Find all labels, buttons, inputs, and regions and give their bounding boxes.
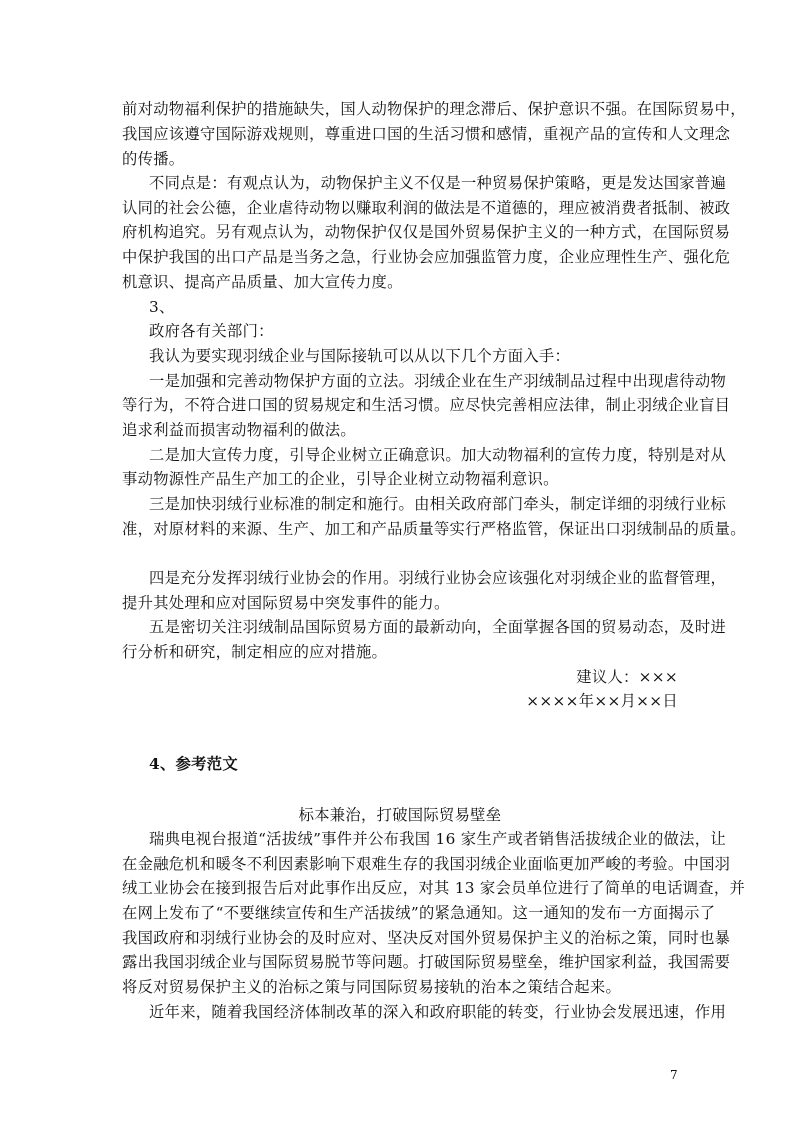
text-line: 在金融危机和暖冬不利因素影响下艰难生存的我国羽绒企业面临更加严峻的考验。中国羽 xyxy=(122,855,731,873)
text-line: 在网上发布了“不要继续宣传和生产活拔绒”的紧急通知。这一通知的发布一方面揭示了 xyxy=(122,904,716,922)
text-line: 我国政府和羽绒行业协会的及时应对、坚决反对国外贸易保护主义的治标之策，同时也暴 xyxy=(122,929,731,947)
text-line: 中保护我国的出口产品是当务之急，行业协会应加强监管力度，企业应理性生产、强化危 xyxy=(122,248,731,266)
text-line: 等行为，不符合进口国的贸易规定和生活习惯。应尽快完善相应法律，制止羽绒企业盲目 xyxy=(122,396,731,414)
text-line: 一是加强和完善动物保护方面的立法。羽绒企业在生产羽绒制品过程中出现虐待动物 xyxy=(149,372,727,390)
text-line: 将反对贸易保护主义的治标之策与同国际贸易接轨的治本之策结合起来。 xyxy=(122,978,622,996)
essay-title: 标本兼治，打破国际贸易壁垒 xyxy=(298,806,502,824)
text-line: 准，对原材料的来源、生产、加工和产品质量等实行严格监管，保证出口羽绒制品的质量。 xyxy=(122,520,746,538)
text-line: 露出我国羽绒企业与国际贸易脱节等问题。打破国际贸易壁垒，维护国家利益，我国需要 xyxy=(122,953,731,971)
text-line: 机意识、提高产品质量、加大宣传力度。 xyxy=(122,273,403,291)
text-line: 二是加大宣传力度，引导企业树立正确意识。加大动物福利的宣传力度，特别是对从 xyxy=(149,446,727,464)
section-heading: 4、参考范文 xyxy=(149,755,238,773)
text-line: 四是充分发挥羽绒行业协会的作用。羽绒行业协会应该强化对羽绒企业的监督管理， xyxy=(149,569,727,587)
section-number: 3、 xyxy=(149,298,175,316)
proposer-signature: 建议人：××× xyxy=(576,668,678,686)
text-line: 瑞典电视台报道“活拔绒”事件并公布我国 16 家生产或者销售活拔绒企业的做法，让 xyxy=(149,830,726,848)
text-line: 行分析和研究，制定相应的应对措施。 xyxy=(122,643,388,661)
text-line: 认同的社会公德，企业虐待动物以赚取利润的做法是不道德的，理应被消费者抵制、被政 xyxy=(122,199,731,217)
text-line: 我认为要实现羽绒企业与国际接轨可以从以下几个方面入手： xyxy=(149,347,571,365)
text-line: 事动物源性产品生产加工的企业，引导企业树立动物福利意识。 xyxy=(122,470,559,488)
page-number: 7 xyxy=(670,1068,678,1082)
salutation: 政府各有关部门： xyxy=(149,322,274,340)
text-line: 我国应该遵守国际游戏规则，尊重进口国的生活习惯和感情，重视产品的宣传和人文理念 xyxy=(122,125,731,143)
text-line: 提升其处理和应对国际贸易中突发事件的能力。 xyxy=(122,594,450,612)
text-line: 前对动物福利保护的措施缺失，国人动物保护的理念滞后、保护意识不强。在国际贸易中， xyxy=(122,100,746,118)
text-line: 的传播。 xyxy=(122,150,185,168)
text-line: 追求利益而损害动物福利的做法。 xyxy=(122,421,356,439)
text-line: 三是加快羽绒行业标准的制定和施行。由相关政府部门牵头，制定详细的羽绒行业标 xyxy=(149,495,727,513)
date-line: ××××年××月××日 xyxy=(526,692,678,710)
text-line: 近年来，随着我国经济体制改革的深入和政府职能的转变，行业协会发展迅速，作用 xyxy=(149,1003,727,1021)
text-line: 不同点是：有观点认为，动物保护主义不仅是一种贸易保护策略，更是发达国家普遍 xyxy=(149,174,727,192)
text-line: 五是密切关注羽绒制品国际贸易方面的最新动向，全面掌握各国的贸易动态，及时进 xyxy=(149,618,727,636)
text-line: 府机构追究。另有观点认为，动物保护仅仅是国外贸易保护主义的一种方式，在国际贸易 xyxy=(122,223,731,241)
text-line: 绒工业协会在接到报告后对此事作出反应，对其 13 家会员单位进行了简单的电话调查，并 xyxy=(122,879,746,897)
